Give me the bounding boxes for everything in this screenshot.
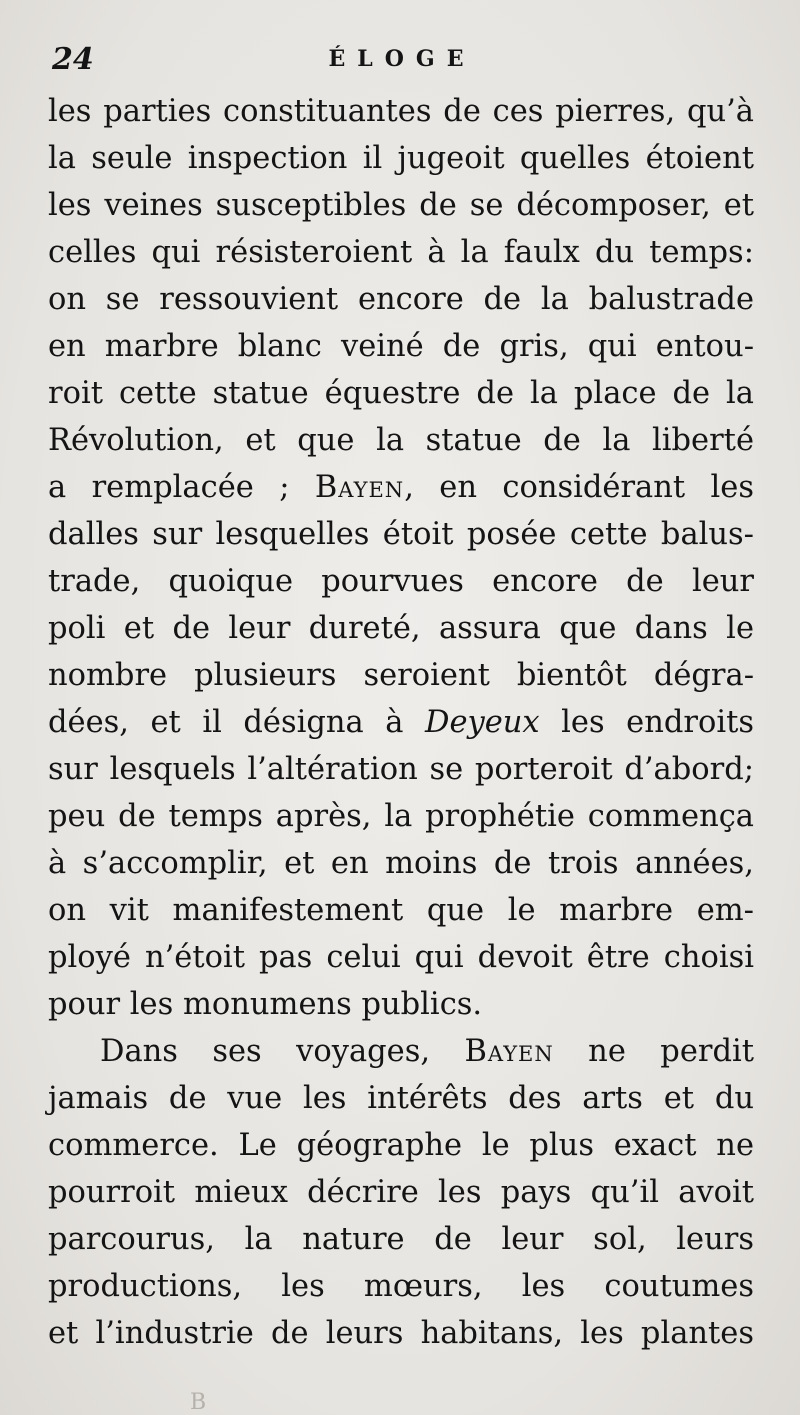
text-line: jamais de vue les intérêts des arts et du xyxy=(48,1081,754,1116)
text-line: peu de temps après, la prophétie commença xyxy=(48,799,754,834)
text-line: dalles sur lesquelles étoit posée cette balus- xyxy=(48,517,754,552)
text-line xyxy=(48,1028,754,1075)
text-line: roit cette statue équestre de la place de la xyxy=(48,376,754,411)
text-line: les veines susceptibles de se décomposer, et xyxy=(48,188,754,223)
text-line xyxy=(48,699,754,746)
author-name: Bayen xyxy=(464,1034,554,1069)
text-line: pour les monumens publics. xyxy=(48,987,483,1022)
text-line: et l’industrie de leurs habitans, les plantes xyxy=(48,1316,754,1351)
text-line: en marbre blanc veiné de gris, qui entou- xyxy=(48,329,754,364)
text-segment: , en considérant les xyxy=(404,470,754,505)
page-header xyxy=(52,42,752,82)
text-line: commerce. Le géographe le plus exact ne xyxy=(48,1128,754,1163)
text-line: productions, les mœurs, les coutumes xyxy=(48,1269,754,1304)
body-text xyxy=(48,88,754,1357)
text-line: nombre plusieurs seroient bientôt dégra- xyxy=(48,658,754,693)
text-segment: les endroits xyxy=(539,705,754,740)
text-segment: Dans ses voyages, xyxy=(100,1034,465,1069)
text-line: pourroit mieux décrire les pays qu’il avoit xyxy=(48,1175,754,1210)
text-line: Révolution, et que la statue de la liberté xyxy=(48,423,754,458)
text-line: la seule inspection il jugeoit quelles étoient xyxy=(48,141,754,176)
text-line: sur lesquels l’altération se porteroit d’abord; xyxy=(48,752,754,787)
text-segment: dées, et il désigna à xyxy=(48,705,425,740)
running-head: ÉLOGE xyxy=(328,46,476,72)
person-name-italic: Deyeux xyxy=(425,705,540,740)
text-line: on vit manifestement que le marbre em- xyxy=(48,893,754,928)
text-segment: ne perdit xyxy=(553,1034,754,1069)
signature-mark: B xyxy=(190,1390,207,1415)
text-line: à s’accomplir, et en moins de trois années, xyxy=(48,846,754,881)
text-line: les parties constituantes de ces pierres, qu’à xyxy=(48,94,754,129)
page-number: 24 xyxy=(52,42,94,77)
text-segment: a remplacée ; xyxy=(48,470,315,505)
text-line: parcourus, la nature de leur sol, leurs xyxy=(48,1222,754,1257)
author-name: Bayen xyxy=(314,470,405,505)
text-line: trade, quoique pourvues encore de leur xyxy=(48,564,754,599)
text-line: ployé n’étoit pas celui qui devoit être choisi xyxy=(48,940,754,975)
text-line: poli et de leur dureté, assura que dans le xyxy=(48,611,754,646)
text-line xyxy=(48,464,754,511)
text-line: on se ressouvient encore de la balustrade xyxy=(48,282,754,317)
text-line: celles qui résisteroient à la faulx du temps: xyxy=(48,235,754,270)
